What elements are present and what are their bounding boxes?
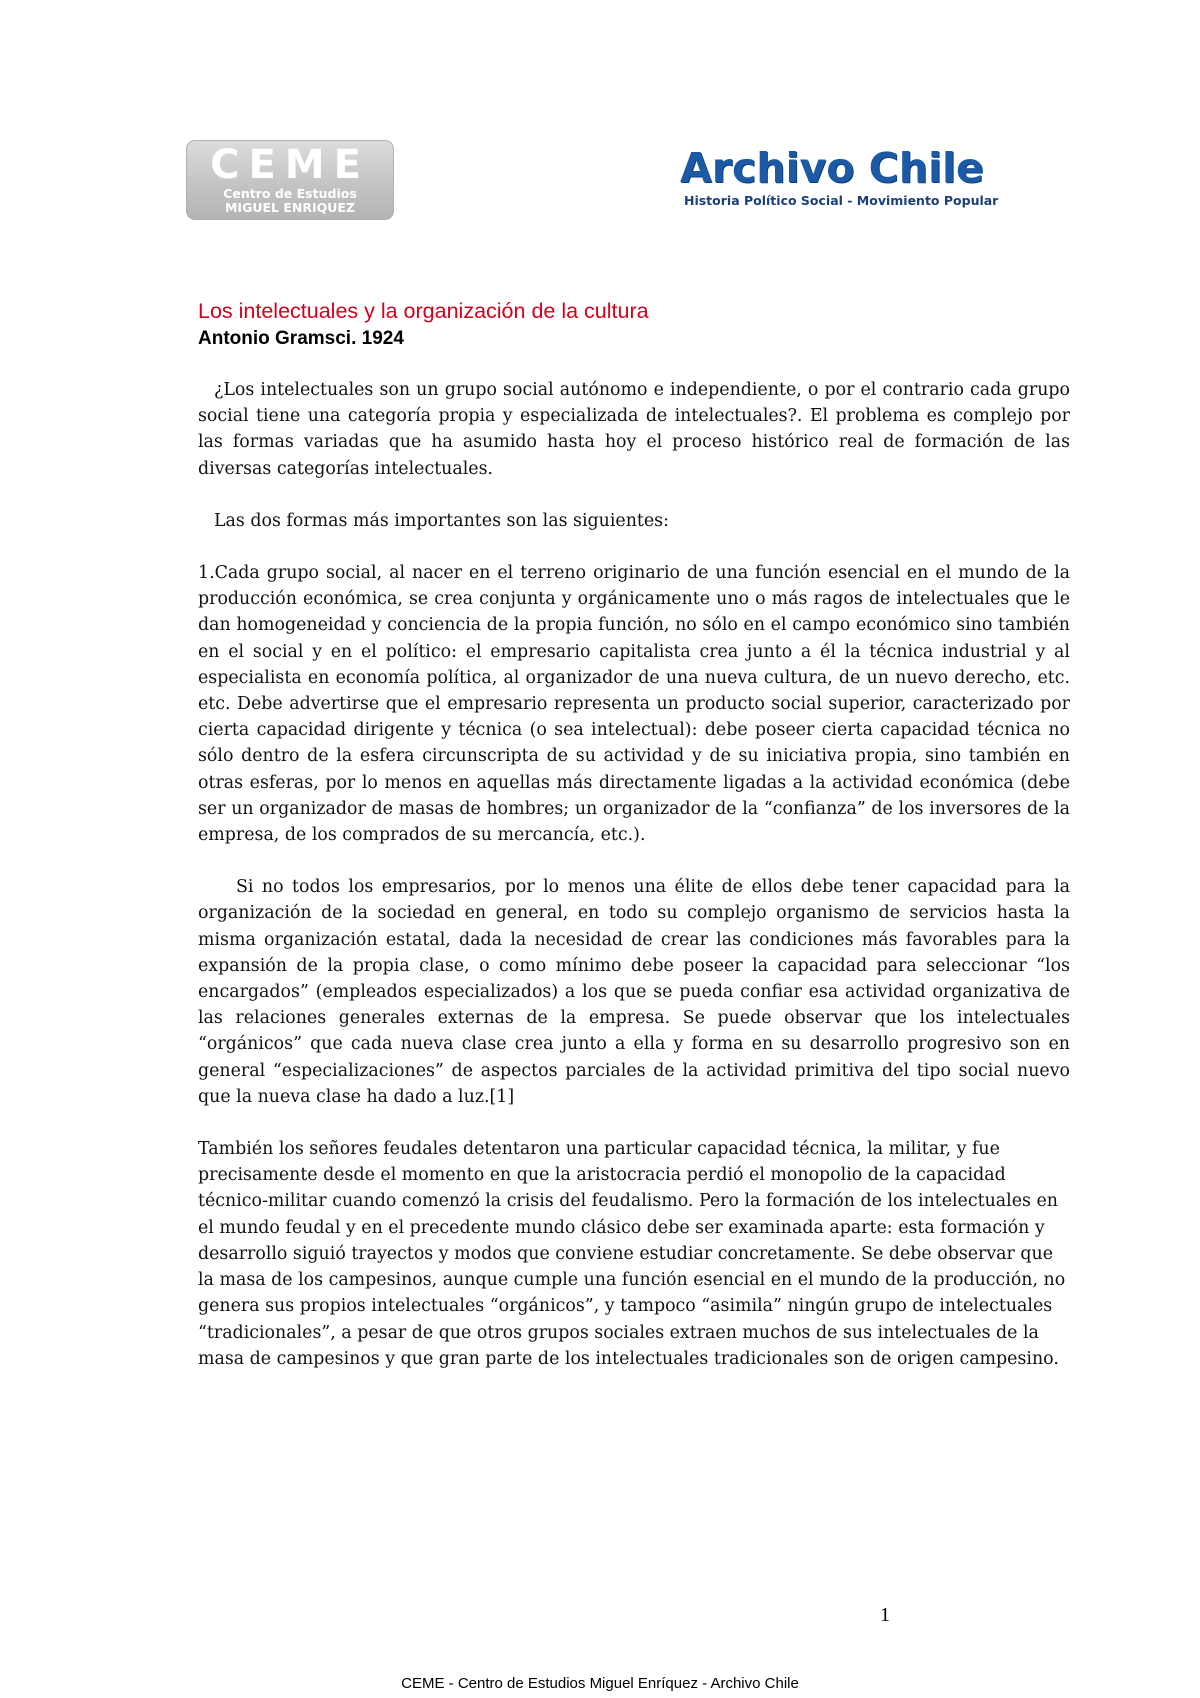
page-number: 1 xyxy=(880,1604,890,1626)
archivo-logo-subtitle: Historia Político Social - Movimiento Popular xyxy=(684,193,999,208)
paragraph: Si no todos los empresarios, por lo menos una élite de ellos debe tener capacidad para la organización de la sociedad en general, en todo su complejo organismo de servicios hasta la misma organización estatal, dada la necesidad de crear las condiciones más favorables para la expansión de la propia clase, o como mínimo debe poseer la capacidad para seleccionar “los encargados” (empleados especializados) a los que se pueda confiar esa actividad organizativa de las relaciones generales externas de la empresa. Se puede observar que los intelectuales “orgánicos” que cada nueva clase crea junto a ella y forma en su desarrollo progresivo son en general “especializaciones” de aspectos parciales de la actividad primitiva del tipo social nuevo que la nueva clase ha dado a luz.[1] xyxy=(198,877,1070,1107)
article-title: Los intelectuales y la organización de la cultura xyxy=(198,299,649,323)
paragraph: También los señores feudales detentaron una particular capacidad técnica, la militar, y fue precisamente desde el momento en que la aristocracia perdió el monopolio de la capacidad técnico-militar cuando comenzó la crisis del feudalismo. Pero la formación de los intelectuales en el mundo feudal y en el precedente mundo clásico debe ser examinada aparte: esta formación y desarrollo siguió trayectos y modos que conviene estudiar concretamente. Se debe observar que la masa de los campesinos, aunque cumple una función esencial en el mundo de la producción, no genera sus propios intelectuales “orgánicos”, y tampoco “asimila” ningún grupo de intelectuales “tradicionales”, a pesar de que otros grupos sociales extraen muchos de sus intelectuales de la masa de campesinos y que gran parte de los intelectuales tradicionales son de origen campesino. xyxy=(198,1139,1066,1369)
article-author: Antonio Gramsci. 1924 xyxy=(198,328,404,349)
paragraph: ¿Los intelectuales son un grupo social autónomo e independiente, o por el contrario cada grupo social tiene una categoría propia y especializada de intelectuales?. El problema es complejo por las formas variadas que ha asumido hasta hoy el proceso histórico real de formación de las diversas categorías intelectuales. xyxy=(198,380,1070,479)
page-footer: CEME - Centro de Estudios Miguel Enríquez - Archivo Chile xyxy=(401,1675,799,1692)
ceme-logo-wordmark: CEME xyxy=(210,142,370,188)
archivo-chile-logo xyxy=(680,144,1060,214)
ceme-logo-line2: MIGUEL ENRIQUEZ xyxy=(224,200,355,215)
ceme-logo xyxy=(186,140,394,220)
ceme-logo-line1: Centro de Estudios xyxy=(223,186,357,201)
article-body xyxy=(198,377,1070,1372)
archivo-logo-title: Archivo Chile xyxy=(680,144,984,192)
page-header xyxy=(0,0,1200,230)
paragraph: Las dos formas más importantes son las siguientes: xyxy=(214,510,669,531)
paragraph: 1.Cada grupo social, al nacer en el terreno originario de una función esencial en el mundo de la producción económica, se crea conjunta y orgánicamente uno o más ragos de intelectuales que le dan homogeneidad y conciencia de la propia función, no sólo en el campo económico sino también en el social y en el político: el empresario capitalista crea junto a él la técnica industrial y al especialista en economía política, al organizador de una nueva cultura, de un nuevo derecho, etc. etc. Debe advertirse que el empresario representa un producto social superior, caracterizado por cierta capacidad dirigente y técnica (o sea intelectual): debe poseer cierta capacidad técnica no sólo dentro de la esfera circunscripta de su actividad y de su iniciativa propia, sino también en otras esferas, por lo menos en aquellas más directamente ligadas a la actividad económica (debe ser un organizador de masas de hombres; un organizador de la “confianza” de los inversores de la empresa, de los comprados de su mercancía, etc.). xyxy=(198,563,1070,846)
